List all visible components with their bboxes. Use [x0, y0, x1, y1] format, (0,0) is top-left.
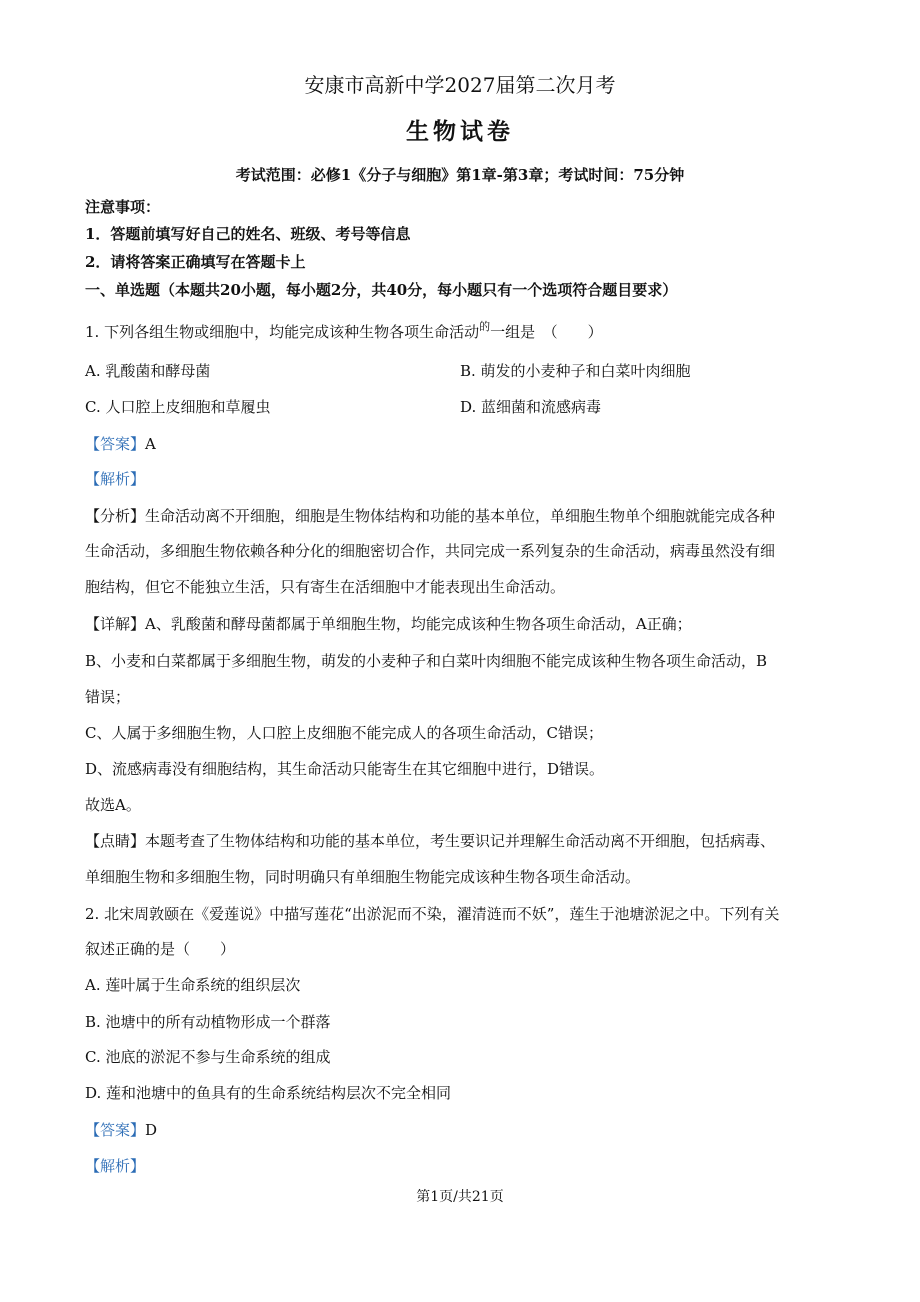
- subject-title: 生物试卷: [406, 118, 514, 145]
- q2-answer-tag: 【答案】: [85, 1121, 146, 1139]
- q2-stem-line-2: 叙述正确的是（ ）: [85, 940, 236, 958]
- q1-stem-part1: 1. 下列各组生物或细胞中，均能完成该种生物各项生命活动: [85, 323, 480, 341]
- q1-xiangjie-text-1: A、乳酸菌和酵母菌都属于单细胞生物，均能完成该种生物各项生命活动，A正确；: [145, 615, 692, 633]
- q2-option-b: B. 池塘中的所有动植物形成一个群落: [85, 1013, 331, 1031]
- q1-xiangjie-line-2: B、小麦和白菜都属于多细胞生物，萌发的小麦种子和白菜叶肉细胞不能完成该种生物各项生命活动，B: [85, 652, 768, 670]
- q1-answer: [85, 434, 156, 454]
- section-title: 一、单选题（本题共20小题，每小题2分，共40分，每小题只有一个选项符合题目要求）: [85, 281, 678, 299]
- q1-dianjing-text-1: 本题考查了生物体结构和功能的基本单位，考生要识记并理解生命活动离不开细胞，包括病毒、: [145, 832, 776, 850]
- q1-dianjing-line-1: [85, 831, 775, 851]
- q2-option-c: C. 池底的淤泥不参与生命系统的组成: [85, 1048, 331, 1066]
- q1-option-b: B. 萌发的小麦种子和白菜叶肉细胞: [460, 362, 691, 380]
- q1-xiangjie-tag: 【详解】: [85, 615, 146, 633]
- q1-fenxi-text-1: 生命活动离不开细胞，细胞是生物体结构和功能的基本单位，单细胞生物单个细胞就能完成各种: [145, 507, 776, 525]
- q1-fenxi-line-3: 胞结构，但它不能独立生活，只有寄生在活细胞中才能表现出生命活动。: [85, 578, 566, 596]
- q1-dianjing-line-2: 单细胞生物和多细胞生物，同时明确只有单细胞生物能完成该种生物各项生命活动。: [85, 868, 641, 886]
- q1-dianjing-tag: 【点睛】: [85, 832, 146, 850]
- q1-xiangjie-line-4: C、人属于多细胞生物，人口腔上皮细胞不能完成人的各项生命活动，C错误；: [85, 724, 603, 742]
- q1-xiangjie-line-5: D、流感病毒没有细胞结构，其生命活动只能寄生在其它细胞中进行，D错误。: [85, 760, 605, 778]
- q1-fenxi-tag: 【分析】: [85, 507, 146, 525]
- q1-fenxi-line-2: 生命活动，多细胞生物依赖各种分化的细胞密切合作，共同完成一系列复杂的生命活动，病毒虽然没有细: [85, 542, 776, 560]
- q1-xiangjie-line-3: 错误；: [85, 688, 131, 706]
- notes-title: 注意事项：: [85, 198, 161, 216]
- q2-answer: [85, 1120, 157, 1140]
- q1-stem-part2: 一组是 （ ）: [490, 323, 603, 341]
- q1-answer-tag: 【答案】: [85, 435, 146, 453]
- note-item-2: 2．请将答案正确填写在答题卡上: [85, 253, 306, 271]
- q1-stem-superscript: 的: [479, 320, 491, 333]
- q1-option-a: A. 乳酸菌和酵母菌: [85, 362, 211, 380]
- q1-stem: [85, 322, 603, 344]
- school-exam-title: 安康市高新中学2027届第二次月考: [304, 73, 616, 97]
- q1-xiangjie-line-1: [85, 614, 692, 634]
- note-item-1: 1．答题前填写好自己的姓名、班级、考号等信息: [85, 225, 411, 243]
- q2-analysis-tag: 【解析】: [85, 1157, 146, 1175]
- q1-option-d: D. 蓝细菌和流感病毒: [460, 398, 602, 416]
- q1-option-c: C. 人口腔上皮细胞和草履虫: [85, 398, 271, 416]
- exam-scope: 考试范围：必修1《分子与细胞》第1章-第3章；考试时间：75分钟: [235, 166, 685, 184]
- q2-answer-value: D: [145, 1121, 158, 1139]
- q1-answer-value: A: [145, 435, 156, 453]
- q2-stem-line-1: 2. 北宋周敦颐在《爱莲说》中描写莲花“出淤泥而不染，濯清涟而不妖”，莲生于池塘淤泥之中。下列有关: [85, 905, 780, 923]
- q2-option-a: A. 莲叶属于生命系统的组织层次: [85, 976, 301, 994]
- q1-xiangjie-line-6: 故选A。: [85, 796, 141, 814]
- q1-analysis-tag: 【解析】: [85, 470, 146, 488]
- q2-option-d: D. 莲和池塘中的鱼具有的生命系统结构层次不完全相同: [85, 1084, 452, 1102]
- q1-fenxi-line-1: [85, 506, 775, 526]
- page-number: 第1页/共21页: [416, 1189, 504, 1205]
